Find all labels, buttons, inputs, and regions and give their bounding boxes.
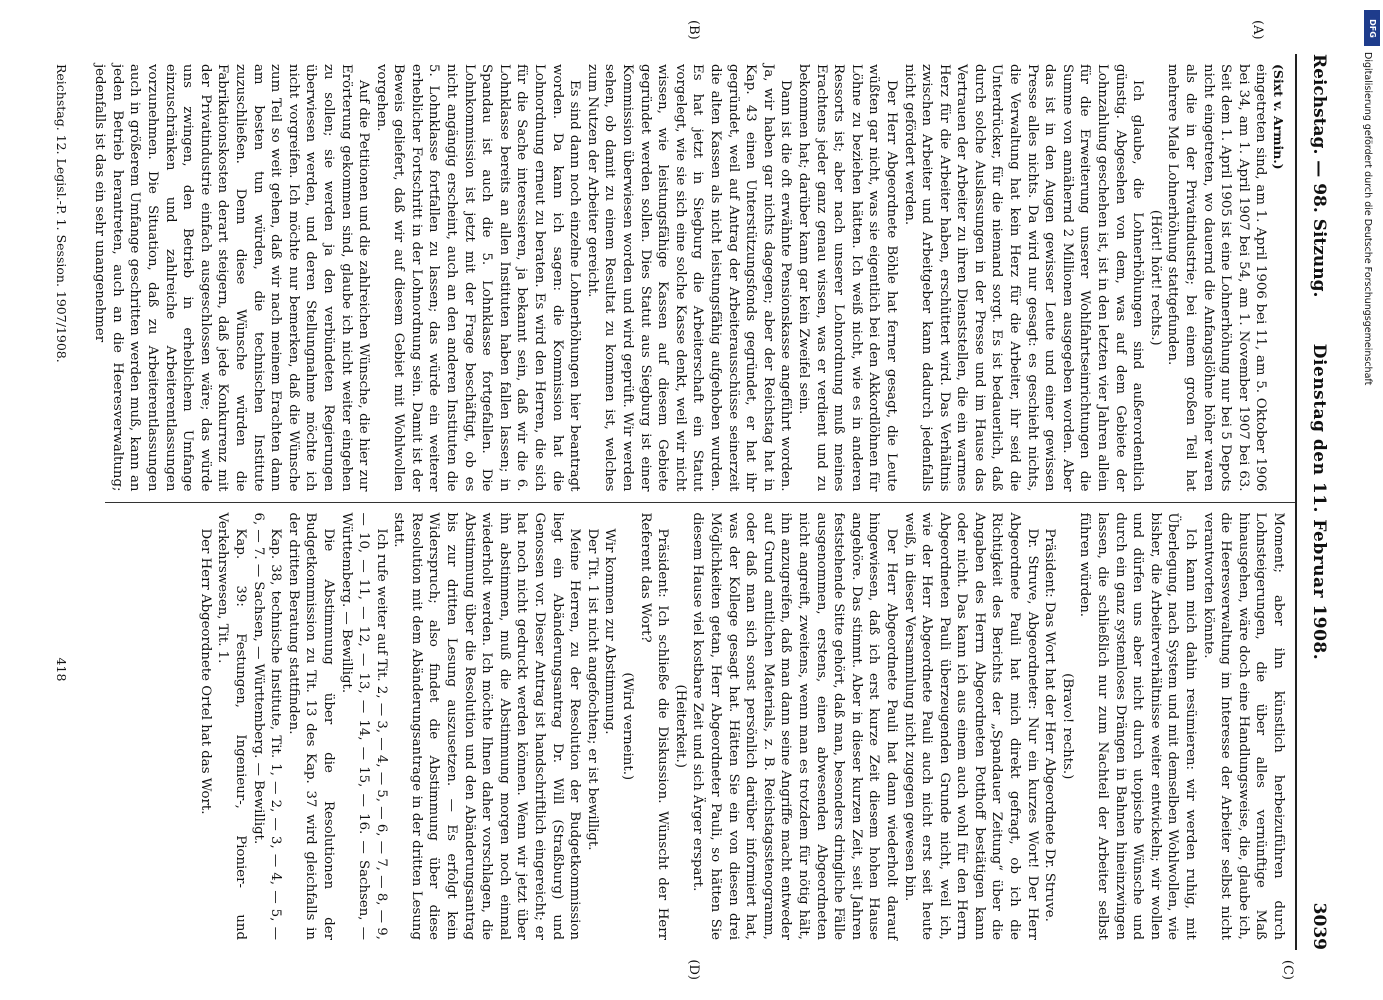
president-statement: Präsident: Ich schließe die Diskussion. Wünscht der Herr Referent das Wort?: [637, 512, 671, 940]
dfg-logo: [1364, 10, 1380, 46]
right-column: [105, 502, 1295, 951]
paragraph: Kap. 39: Festungen, Ingenieur-, Pionier- und Verkehrswesen, Tit. 1.: [215, 512, 248, 940]
president-statement: Präsident: Das Wort hat der Herr Abgeordnete Dr. Struve.: [1042, 528, 1058, 922]
text-columns: [92, 54, 1295, 950]
header-left: Reichstag. — 98. Sitzung.: [1309, 54, 1329, 298]
paragraph: Wir kommen zur Abstimmung.: [602, 528, 618, 735]
interjection: (Hört! hört! rechts.): [1147, 209, 1163, 346]
speaker-continuation: (Sixt v. Armin.): [1271, 64, 1286, 170]
interjection: (Bravo! rechts.): [1059, 673, 1075, 780]
interjection: (Heiterkeit.): [672, 684, 688, 768]
paragraph: eingetreten sind, am 1. April 1906 bei 11, am 5. Oktober 1906 bei 34, am 1. April 1907 bei 54, am 1. November 1907 bei 63. Seit dem 1. April 1905 ist eine Lohnerhöhung nur bei 5 Depots nicht eingetreten, wo dauernd die Anfangslöhne höher waren als die in der Privatindustrie; bei einem großen Teil hat mehrere Male Lohnerhöhung stattgefunden.: [1165, 64, 1269, 492]
paragraph: Kap. 38, technische Institute, Tit. 1, — 2, — 3, — 4, — 5, — 6, — 7. — Sachsen, — Württemberg. — Bewilligt.: [250, 512, 284, 940]
page-number: 3039: [1309, 902, 1329, 950]
margin-mark-b: (B): [686, 20, 701, 40]
paragraph: Ich kann mich dahin resümieren: wir werden ruhig, mit Überlegung, nach System und mit demselben Wohlwollen, wie bisher, die Arbeiterverhältnisse weiter entwickeln; wir wollen und dürfen uns aber nicht durch utopische Wünsche und durch ein ganz systemloses Drängen in Bahnen hineinzwingen lassen, die schließlich nur zum Nachteil der Arbeiter selbst führen würden.: [1077, 512, 1199, 940]
paragraph: Auf die Petitionen und die zahlreichen Wünsche, die hier zur Erörterung gekommen sind, glaube ich nicht weiter eingehen zu sollen; sie werden ja den verbündeten Regierungen überwiesen werden, und deren Stellungnahme möchte ich nicht vorgreifen. Ich möchte nur bemerken, daß die Wünsche zum Teil so weit gehen, daß wir nach meinem Erachten dann am besten tun würden, die technischen Institute zuzuschließen. Denn diese Wünsche würden die Fabrikationskosten derart steigern, daß jede Konkurrenz mit der Privatindustrie einfach ausgeschlossen wäre; das würde uns zwingen, den Betrieb in erheblichem Umfange einzuschränken und zahlreiche Arbeiterentlassungen vorzunehmen. Die Situation, daß zu Arbeiterentlassungen auch in größerem Umfange geschritten werden muß, kann an jeden Betrieb herantreten, auch an die Heeresverwaltung; jedenfalls ist das ein sehr unangenehmer: [92, 64, 372, 492]
footer-sheet-number: 418: [54, 657, 69, 682]
paragraph: Moment; aber ihn künstlich herbeizuführen durch Lohnsteigerungen, die über alles vernünftige Maß hinausgehen, wäre doch eine Handlungsweise, die, glaube ich, die Heeresverwaltung im Interesse der Arbeiter selbst nicht verantworten könnte.: [1200, 512, 1286, 940]
rotated-document-page: [54, 14, 1341, 986]
digitization-credit: Digitalisierung gefördert durch die Deutsche Forschungsgemeinschaft: [1362, 52, 1373, 386]
paragraph: Der Herr Abgeordnete Pauli hat dann wiederholt darauf hingewiesen, daß ich erst kurze Zeit diesem hohen Hause angehöre. Das stimmt. Aber in dieser kurzen Zeit, seit Jahren feststehende Sitte gehört, daß man, besonders dringliche Fälle ausgenommen, erstens, einen abwesenden Abgeordneten nicht angreift, zweitens, wenn man es trotzdem für nötig hält, ihn anzugreifen, daß man dann seine Angriffe macht entweder auf Grund amtlichen Materials, z. B. Reichstagsstenogramm, oder daß man sich sonst persönlich darüber informiert hat, was der Kollege gesagt hat. Hätten Sie ein von diesen drei Möglichkeiten getan, Herr Abgeordneter Pauli, so hätten Sie diesem Hause viel kostbare Zeit und sich Ärger erspart.: [690, 512, 899, 940]
paragraph: Der Herr Abgeordnete Böhle hat ferner gesagt, die Leute wüßten gar nicht, was sie eigentlich bei den Akkordlöhnen für Löhne zu beziehen hätten. Ich weiß nicht, wie es in anderen Ressorts ist; aber nach unserer Lohnordnung muß meines Erachtens jeder ganz genau wissen, was er verdient und zu bekommen hat; darüber kann gar kein Zweifel sein.: [795, 64, 899, 492]
page-header: [1295, 54, 1333, 950]
paragraph: Meine Herren, zu der Resolution der Budgetkommission liegt ein Abänderungsantrag Dr. Will (Straßburg) und Genossen vor. Dieser Antrag ist handschriftlich eingereicht; er hat noch nicht gedruckt werden können. Wenn wir jetzt über ihn abstimmen, muß die Abstimmung morgen noch einmal wiederholt werden. Ich möchte Ihnen daher vorschlagen, die Abstimmung über die Resolution und den Abänderungsantrag bis zur dritten Lesung auszusetzen. — Es erfolgt kein Widerspruch; also findet die Abstimmung über diese Resolution mit dem Abänderungsantrage in der dritten Lesung statt.: [391, 512, 583, 940]
interjection: (Wird verneint.): [620, 672, 636, 781]
header-date: Dienstag den 11. Februar 1908.: [1309, 343, 1329, 661]
speech-struve: Dr. Struve, Abgeordneter: Nur ein kurzes Wort! Der Herr Abgeordnete Pauli hat mich direkt gefragt, ob ich die Richtigkeit des Berichts der „Spandauer Zeitung“ über die Angaben des Herrn Abgeordneten Potthoff bestätigen kann oder nicht. Das kann ich aus einem auch wohl für den Herrn Abgeordneten Pauli überzeugenden Grunde nicht, weil ich, wie der Herr Abgeordnete Pauli auch nicht erst seit heute weiß, in dieser Versammlung nicht zugegen gewesen bin.: [901, 512, 1040, 940]
paragraph: Ich glaube, die Lohnerhöhungen sind außerordentlich günstig. Abgesehen von dem, was auf dem Gebiete der Lohnzahlung geschehen ist, ist in den letzten vier Jahren allein für die Erweiterung unserer Wohlfahrtseinrichtungen die Summe von annähernd 2 Millionen ausgegeben worden. Aber das ist in den Augen gewisser Leute und einer gewissen Presse alles nichts. Da wird nur gesagt: es geschieht nichts, die Verwaltung hat kein Herz für die Arbeiter, ihr seid die Unterdrücker, für die niemand sorgt. Es ist bedauerlich, daß durch solche Auslassungen in der Presse und im Hause das Vertrauen der Arbeiter zu ihren Dienststellen, die ein warmes Herz für die Arbeiter haben, erschüttert wird. Das Verhältnis zwischen Arbeiter und Arbeitgeber kann dadurch jedenfalls nicht gefördert werden.: [901, 64, 1146, 492]
paragraph: Der Herr Abgeordnete Ortel hat das Wort.: [197, 528, 213, 815]
left-column: [92, 54, 1295, 502]
paragraph: Dann ist die oft erwähnte Pensionskasse angeführt worden. Ja, wir haben gar nichts dagegen; aber der Reichstag hat in Kap. 43 einen Unterstützungsfonds gegründet, er hat ihr gegründet, weil auf Antrag der Arbeiterausschüsse seinerzeit die alten Kassen als nicht leistungsfähig aufgehoben wurden. Es hat jetzt in Siegburg die Arbeiterschaft ein Statut vorgelegt, wie sie sich eine solche Kasse denkt, weil wir nicht wissen, wie leistungsfähige Kassen auf diesem Gebiete gegründet werden sollen. Dies Statut aus Siegburg ist einer Kommission überwiesen worden und wird geprüft. Wir werden sehen, ob damit zu einem Resultat zu kommen ist, welches zum Nutzen der Arbeiter gereicht.: [584, 64, 794, 492]
paragraph: Die Abstimmung über die Resolutionen der Budgetkommission zu Tit. 13 des Kap. 37 wird gleichfalls in der dritten Beratung stattfinden.: [285, 512, 336, 940]
paragraph: Der Tit. 1 ist nicht angefochten; er ist bewilligt.: [584, 528, 600, 851]
paragraph: Ich rufe weiter auf Tit. 2, — 3, — 4, — 5, — 6, — 7, — 8, — 9, — 10, — 11, — 12, — 13, — 14, — 15, — 16. — Sachsen, — Württemberg. — Bewilligt.: [338, 512, 389, 940]
dfg-logo-text: DFG: [1367, 18, 1377, 38]
footer-session: Reichstag. 12. Legisl.-P. 1. Session. 1907/1908.: [54, 64, 69, 363]
margin-mark-a: (A): [1250, 20, 1265, 40]
margin-mark-c: (C): [1280, 959, 1295, 980]
margin-mark-d: (D): [686, 959, 701, 980]
paragraph: Es sind dann noch einzelne Lohnerhöhungen hier beantragt worden. Da kann ich sagen: die Kommission hat die Lohnordnung erneut zu beraten. Es wird den Herren, die sich für die Sache interessieren, ja bekannt sein, daß wir die 6. Lohnklasse bereits an allen Instituten haben fallen lassen; in Spandau ist auch die 5. Lohnklasse fortgefallen. Die Lohnkommission ist jetzt mit der Frage beschäftigt, ob es nicht angängig erscheint, auch an den anderen Instituten die 5. Lohnklasse fortfallen zu lassen; das würde ein weiterer erheblicher Fortschritt in der Lohnordnung sein. Damit ist der Beweis geliefert, daß wir auf diesem Gebiet mit Wohlwollen vorgehen.: [373, 64, 583, 492]
